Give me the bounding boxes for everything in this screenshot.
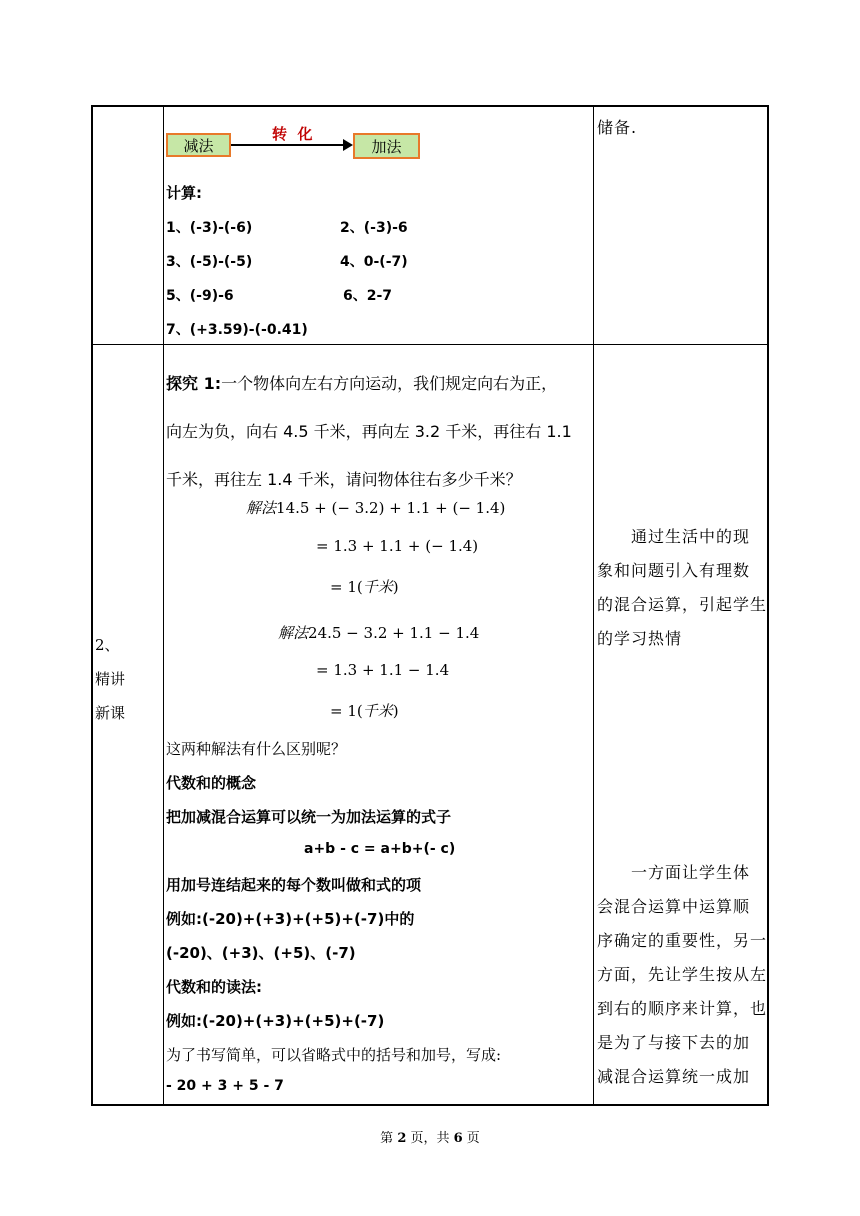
example-2: 例如:(-20)+(+3)+(+5)+(-7) [166, 1012, 385, 1030]
footer-mid: 页，共 [406, 1131, 454, 1146]
transform-arrow-line [231, 144, 345, 146]
right-note-2-line: 会混合运算中运算顺 [597, 897, 751, 916]
solution2-close: ) [392, 702, 399, 720]
solution1-line3 [330, 576, 399, 597]
table-right-border [767, 105, 769, 1106]
table-bottom-border [91, 1104, 768, 1106]
right-note-1-line: 象和问题引入有理数 [597, 561, 751, 580]
explore-line-1 [166, 360, 572, 408]
solution2-line1 [278, 622, 479, 643]
explore-line-2: 向左为负，向右 4.5 千米，再向左 3.2 千米，再往右 1.1 [166, 422, 572, 441]
solution2-expr: 4.5 − 3.2 + 1.1 − 1.4 [317, 624, 480, 642]
row-label-line1: 精讲 [95, 670, 126, 688]
explore-label: 探究 1: [166, 374, 222, 393]
calc-item-3: 3、(-5)-(-5) [166, 254, 253, 270]
right-note-2-line: 减混合运算统一成加 [597, 1067, 751, 1086]
term-definition: 用加号连结起来的每个数叫做和式的项 [166, 876, 422, 894]
explore-block [166, 360, 572, 504]
solution1-result: = 1( [330, 578, 363, 596]
calc-title: 计算: [166, 184, 202, 202]
calc-item-2: 2、(-3)-6 [340, 220, 408, 236]
right-note-2-line: 是为了与接下去的加 [597, 1033, 751, 1052]
table-row-divider [91, 344, 768, 345]
right-note-preparation: 储备. [597, 118, 638, 137]
solution2-label: 解法 [278, 624, 309, 642]
row-label-line2: 新课 [95, 704, 126, 722]
footer-pre: 第 [380, 1131, 398, 1146]
table-col-divider-2 [593, 105, 594, 1106]
footer-total: 6 [453, 1131, 463, 1146]
explore-line-3: 千米，再往左 1.4 千米，请问物体往右多少千米？ [166, 470, 522, 489]
solution1-line2: = 1.3 + 1.1 + (− 1.4) [316, 537, 479, 555]
calc-item-4: 4、0-(-7) [340, 254, 408, 270]
solution1-label: 解法 [246, 499, 277, 517]
right-note-2-line: 到右的顺序来计算，也 [597, 999, 767, 1018]
example-1: 例如:(-20)+(+3)+(+5)+(-7)中的 [166, 910, 415, 928]
solution2-num: 2 [308, 624, 318, 642]
concept-line: 把加减混合运算可以统一为加法运算的式子 [166, 808, 452, 826]
concept-title: 代数和的概念 [166, 774, 257, 792]
question-text: 这两种解法有什么区别呢？ [166, 740, 347, 758]
page-footer [0, 1127, 860, 1146]
right-note-1-line: 的学习热情 [597, 629, 683, 648]
right-note-1 [597, 520, 767, 656]
example-1-terms: (-20)、(+3)、(+5)、(-7) [166, 944, 356, 962]
formula: a+b - c = a+b+(- c) [304, 841, 456, 857]
table-left-border [91, 105, 93, 1106]
right-note-2-line: 序确定的重要性，另一 [597, 931, 767, 950]
right-note-1-line: 通过生活中的现 [597, 527, 751, 546]
arrow-head-icon [343, 139, 353, 151]
simplified-expression: - 20 + 3 + 5 - 7 [166, 1078, 284, 1094]
right-note-2-line: 方面，先让学生按从左 [597, 965, 767, 984]
explore-text-1: 一个物体向左右方向运动，我们规定向右为正， [221, 374, 558, 393]
footer-page: 2 [397, 1131, 407, 1146]
solution1-unit: 千米 [362, 578, 393, 596]
solution1-expr: 4.5 + (− 3.2) + 1.1 + (− 1.4) [285, 499, 506, 517]
solution1-line1 [246, 497, 505, 518]
arrow-label: 转 化 [272, 125, 313, 143]
solution2-line2: = 1.3 + 1.1 − 1.4 [316, 661, 450, 679]
solution1-num: 1 [276, 499, 286, 517]
row-label [95, 628, 125, 730]
right-note-1-line: 的混合运算，引起学生 [597, 595, 767, 614]
solution2-result: = 1( [330, 702, 363, 720]
table-col-divider-1 [163, 105, 164, 1106]
calc-item-7: 7、(+3.59)-(-0.41) [166, 322, 308, 338]
simplify-note: 为了书写简单，可以省略式中的括号和加号，写成: [166, 1046, 502, 1064]
addition-box: 加法 [353, 133, 420, 159]
table-top-border [91, 105, 768, 107]
row-label-number: 2、 [95, 636, 120, 654]
footer-post: 页 [462, 1131, 480, 1146]
solution1-close: ) [392, 578, 399, 596]
right-note-2-line: 一方面让学生体 [597, 863, 751, 882]
calc-item-6: 6、2-7 [343, 288, 393, 304]
subtraction-box: 减法 [166, 133, 231, 157]
solution2-line3 [330, 700, 399, 721]
calc-item-1: 1、(-3)-(-6) [166, 220, 253, 236]
calc-item-5: 5、(-9)-6 [166, 288, 234, 304]
right-note-2 [597, 856, 767, 1094]
solution2-unit: 千米 [362, 702, 393, 720]
reading-title: 代数和的读法: [166, 978, 262, 996]
